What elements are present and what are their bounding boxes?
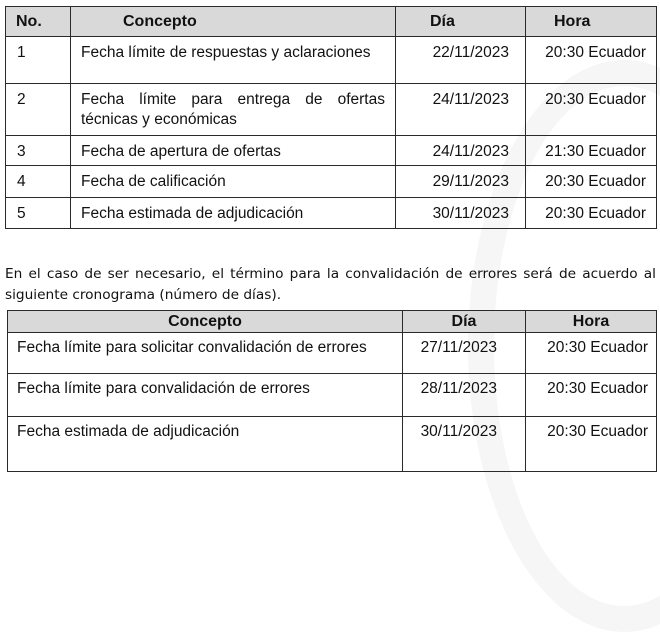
header-hora: Hora (526, 311, 657, 333)
table-row (6, 136, 657, 166)
row-number: 1 (6, 37, 71, 84)
row-concepto: Fecha límite para solicitar convalidación de errores (8, 333, 403, 374)
body-paragraph: En el caso de ser necesario, el término para la convalidación de errores será de acuerdo al siguiente cronograma (número de días). (5, 265, 656, 303)
row-number: 3 (6, 136, 71, 166)
table-row (6, 198, 657, 229)
row-number: 2 (6, 84, 71, 136)
row-dia: 30/11/2023 (403, 417, 526, 472)
row-hora: 20:30 Ecuador (526, 374, 657, 417)
header-dia: Día (396, 7, 526, 37)
schedule-table (5, 6, 657, 229)
header-concepto: Concepto (71, 7, 396, 37)
row-number: 5 (6, 198, 71, 229)
row-hora: 20:30 Ecuador (526, 84, 657, 136)
row-dia: 30/11/2023 (396, 198, 526, 229)
row-concepto: Fecha límite para convalidación de errores (8, 374, 403, 417)
table-header-row (6, 7, 657, 37)
row-dia: 24/11/2023 (396, 84, 526, 136)
table-row (8, 417, 657, 472)
row-concepto: Fecha de calificación (71, 166, 396, 198)
row-hora: 20:30 Ecuador (526, 417, 657, 472)
header-concepto: Concepto (8, 311, 403, 333)
row-concepto: Fecha de apertura de ofertas (71, 136, 396, 166)
row-concepto: Fecha estimada de adjudicación (8, 417, 403, 472)
row-hora: 20:30 Ecuador (526, 166, 657, 198)
row-hora: 20:30 Ecuador (526, 198, 657, 229)
row-dia: 29/11/2023 (396, 166, 526, 198)
row-dia: 28/11/2023 (403, 374, 526, 417)
row-dia: 24/11/2023 (396, 136, 526, 166)
row-dia: 27/11/2023 (403, 333, 526, 374)
row-number: 4 (6, 166, 71, 198)
table-row (6, 166, 657, 198)
row-hora: 20:30 Ecuador (526, 333, 657, 374)
convalidation-table (7, 310, 657, 472)
row-dia: 22/11/2023 (396, 37, 526, 84)
row-concepto: Fecha estimada de adjudicación (71, 198, 396, 229)
row-hora: 20:30 Ecuador (526, 37, 657, 84)
table-row (8, 333, 657, 374)
table-row (6, 37, 657, 84)
table-row (6, 84, 657, 136)
row-hora: 21:30 Ecuador (526, 136, 657, 166)
header-no: No. (6, 7, 71, 37)
table-header-row (8, 311, 657, 333)
row-concepto: Fecha límite para entrega de ofertas técnicas y económicas (71, 84, 396, 136)
table-row (8, 374, 657, 417)
header-dia: Día (403, 311, 526, 333)
row-concepto: Fecha límite de respuestas y aclaraciones (71, 37, 396, 84)
header-hora: Hora (526, 7, 657, 37)
